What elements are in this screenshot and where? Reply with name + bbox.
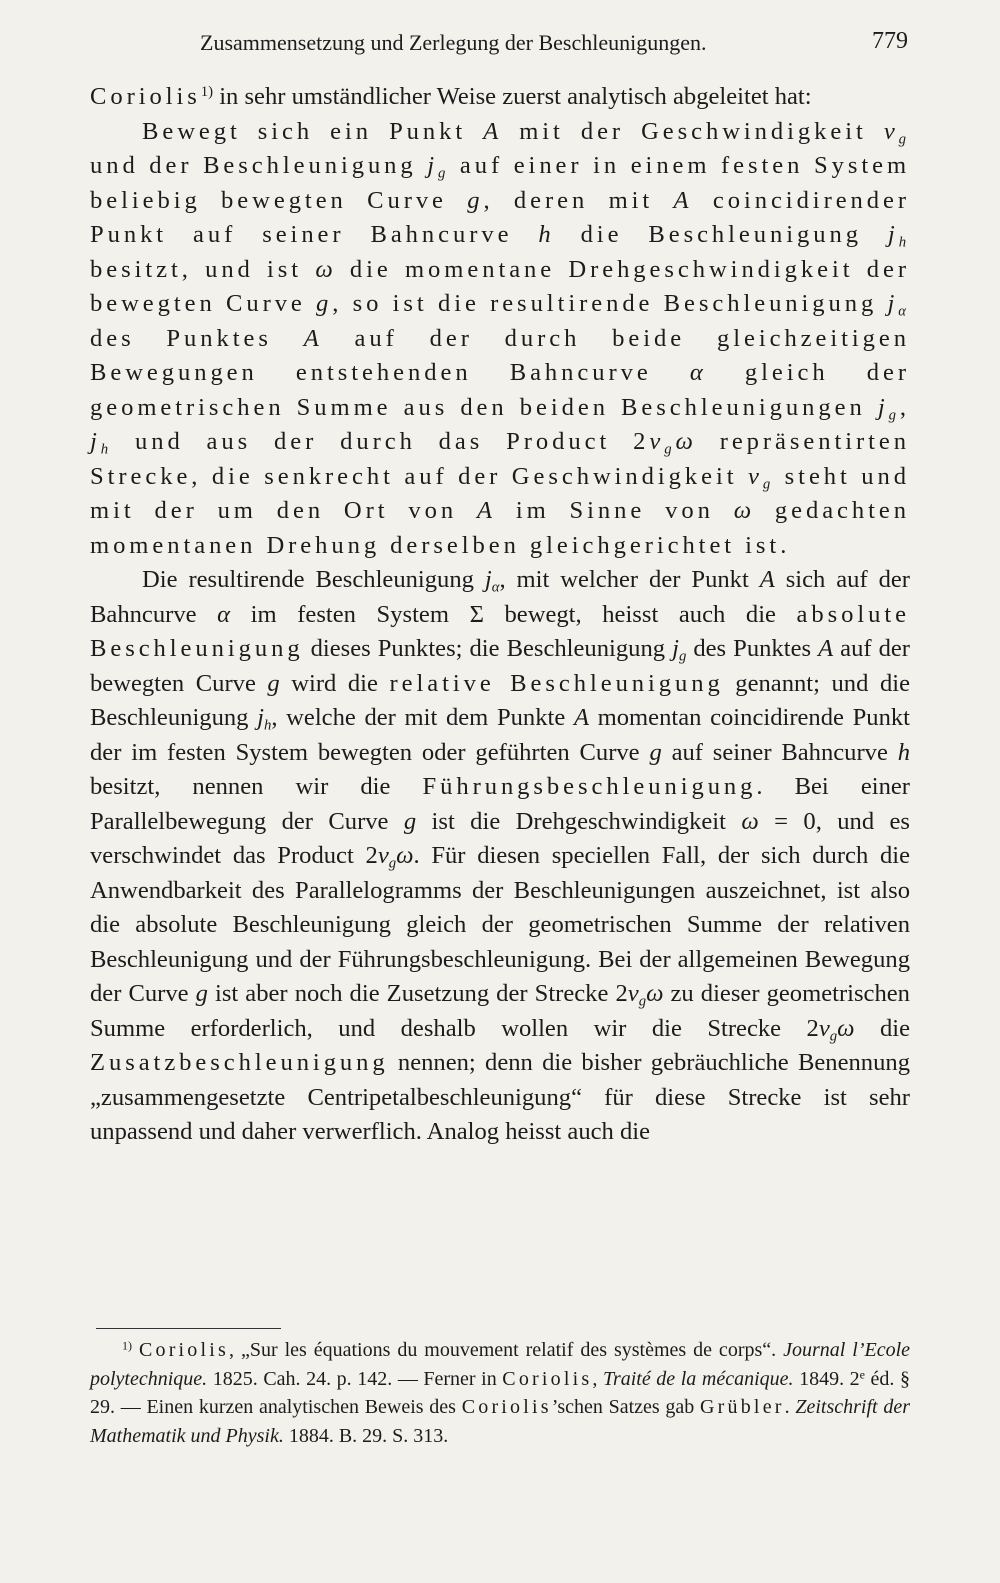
text-fragment: g bbox=[267, 669, 280, 697]
text-fragment: , bbox=[592, 1367, 603, 1390]
page-number: 779 bbox=[872, 28, 908, 54]
text-fragment: j bbox=[90, 428, 101, 455]
text-fragment: 2 bbox=[365, 842, 378, 869]
text-fragment: , welche der mit dem Punkte bbox=[271, 704, 574, 731]
text-fragment: und der Beschleunigung bbox=[90, 152, 428, 179]
text-fragment: v bbox=[883, 117, 899, 145]
text-fragment: . Bei einer Parallelbewegung der Curve bbox=[90, 773, 910, 835]
text-fragment: Bewegt sich ein Punkt bbox=[142, 117, 484, 145]
text-fragment: g bbox=[898, 130, 910, 147]
text-fragment: dieses Punktes; die Beschleunigung bbox=[303, 635, 673, 662]
text-fragment: g bbox=[195, 980, 208, 1007]
text-fragment: 2 bbox=[806, 1014, 819, 1042]
text-fragment: in sehr umständlicher Weise zuerst analytisch abgeleitet hat: bbox=[213, 83, 812, 110]
text-fragment: j bbox=[877, 393, 889, 421]
text-fragment: besitzt, und ist bbox=[90, 255, 316, 283]
text-fragment: sich auf der Bahncurve bbox=[90, 566, 910, 628]
book-title: Traité de la mécanique. bbox=[602, 1367, 794, 1390]
text-fragment: A bbox=[673, 186, 693, 214]
theorem-paragraph bbox=[90, 115, 910, 564]
text-fragment: j bbox=[887, 290, 899, 317]
text-fragment: v bbox=[748, 462, 763, 490]
text-fragment: des Punktes bbox=[686, 635, 819, 662]
text-fragment: die Beschleunigung bbox=[554, 221, 888, 248]
text-fragment: die momentane Drehgeschwindigkeit der bewegten Curve bbox=[90, 255, 910, 317]
text-fragment: des Punktes bbox=[90, 324, 304, 352]
text-fragment: = 0, und es verschwindet das Product bbox=[90, 807, 910, 869]
text-fragment: 1884. B. 29. S. 313. bbox=[283, 1424, 449, 1447]
text-fragment: ω bbox=[675, 428, 697, 455]
term-absolute: absolute Beschleunigung bbox=[90, 600, 910, 662]
text-fragment: ω bbox=[646, 980, 664, 1007]
term-zusatz: Zusatzbeschleunigung bbox=[90, 1049, 389, 1076]
text-fragment: α bbox=[491, 579, 500, 596]
text-fragment: j bbox=[257, 704, 264, 731]
text-fragment: auf seiner Bahncurve bbox=[661, 738, 898, 766]
text-fragment: g bbox=[762, 475, 775, 492]
text-fragment: ist die Drehgeschwindigkeit bbox=[416, 807, 742, 835]
footnote-ref[interactable]: 1) bbox=[200, 83, 214, 100]
text-fragment: 2 bbox=[615, 980, 628, 1007]
text-fragment: ω bbox=[837, 1014, 855, 1042]
text-fragment: und aus der durch das Product bbox=[112, 428, 634, 455]
text-fragment: A bbox=[818, 635, 834, 662]
paragraph-resultant bbox=[90, 563, 910, 1150]
text-fragment: A bbox=[483, 117, 503, 145]
text-fragment: v bbox=[377, 842, 389, 869]
term-fuehrung: Führungsbeschleunigung bbox=[422, 773, 757, 800]
text-fragment: , mit welcher der Punkt bbox=[499, 566, 760, 593]
text-fragment: ’schen Satzes gab bbox=[551, 1396, 701, 1418]
text-fragment: ω bbox=[741, 807, 759, 835]
running-title: Zusammensetzung und Zerlegung der Beschleunigungen. bbox=[200, 30, 707, 55]
text-fragment: α bbox=[689, 359, 707, 386]
text-fragment: g bbox=[467, 186, 484, 214]
text-fragment: ω bbox=[315, 255, 337, 283]
running-header bbox=[90, 22, 910, 62]
text-fragment: g bbox=[638, 993, 647, 1010]
text-fragment: , so ist die resultirende Beschleunigung bbox=[332, 290, 888, 317]
text-fragment: g bbox=[678, 648, 687, 665]
text-fragment: j bbox=[887, 221, 899, 248]
text-fragment: die bbox=[854, 1014, 910, 1042]
text-fragment: h bbox=[100, 441, 113, 458]
paragraph-intro bbox=[90, 80, 910, 115]
text-fragment: gedachten momentanen Drehung derselben gleichgerichtet ist. bbox=[90, 497, 910, 559]
journal-title: Journal l’Ecole polytechnique. bbox=[90, 1339, 911, 1390]
text-fragment: Coriolis bbox=[502, 1367, 593, 1390]
footnote-mark: 1) bbox=[122, 1338, 132, 1353]
text-fragment: auf einer in einem festen System beliebig bewegten Curve bbox=[90, 152, 911, 214]
text-fragment: mit der Geschwindigkeit bbox=[502, 117, 884, 145]
footnote-text bbox=[90, 1336, 910, 1450]
text-fragment: g bbox=[649, 738, 662, 766]
zeitschrift-title: Zeitschrift der Mathematik und Physik. bbox=[90, 1396, 910, 1447]
text-fragment: , bbox=[899, 393, 910, 421]
text-fragment: g bbox=[438, 165, 450, 182]
text-fragment: j bbox=[672, 635, 679, 662]
text-fragment: g bbox=[316, 290, 333, 317]
text-fragment: g bbox=[403, 807, 417, 835]
page-body bbox=[90, 80, 910, 1150]
text-fragment: α bbox=[898, 303, 910, 320]
text-fragment: éd. § 29. — Einen kurzen analytischen Beweis des bbox=[90, 1367, 911, 1418]
text-fragment: bewegt, heisst auch die bbox=[483, 600, 797, 628]
text-fragment: coincidirender Punkt auf seiner Bahncurve bbox=[90, 186, 910, 248]
text-fragment: im Sinne von bbox=[495, 497, 734, 524]
text-fragment: ω bbox=[733, 497, 756, 524]
text-fragment: ω bbox=[396, 842, 414, 869]
footnote bbox=[90, 1336, 910, 1450]
text-fragment: v bbox=[627, 980, 639, 1007]
text-fragment: ist aber noch die Zusetzung der Strecke bbox=[207, 980, 616, 1007]
text-fragment: A bbox=[476, 497, 496, 524]
text-fragment: A bbox=[759, 566, 775, 593]
text-fragment: g bbox=[829, 1027, 838, 1044]
text-fragment: im festen System bbox=[230, 600, 470, 628]
text-fragment: e bbox=[859, 1366, 865, 1381]
text-fragment: α bbox=[217, 600, 231, 628]
term-relative: relative Beschleunigung bbox=[389, 669, 724, 697]
text-fragment: . bbox=[784, 1396, 796, 1418]
text-fragment: Coriolis bbox=[461, 1396, 552, 1418]
text-fragment: momentan coincidirende Punkt der im festen System bewegten oder geführten Curve bbox=[90, 704, 910, 766]
text-fragment: zu dieser geometrischen Summe erforderlich, und deshalb wollen wir die Strecke bbox=[90, 980, 910, 1042]
text-fragment: v bbox=[818, 1014, 830, 1042]
text-fragment: h bbox=[898, 234, 910, 251]
text-fragment: , deren mit bbox=[483, 186, 674, 214]
text-fragment: besitzt, nennen wir die bbox=[90, 773, 423, 800]
text-fragment: g bbox=[664, 441, 676, 458]
text-fragment: 1849. 2 bbox=[793, 1367, 860, 1390]
text-fragment: Die resultirende Beschleunigung bbox=[142, 566, 485, 593]
text-fragment: A bbox=[573, 704, 589, 731]
text-fragment: 1825. Cah. 24. p. 142. — Ferner in bbox=[207, 1367, 503, 1390]
text-fragment: steht und mit der um den Ort von bbox=[90, 462, 910, 524]
text-fragment: g bbox=[888, 406, 900, 423]
text-fragment: auf der bewegten Curve bbox=[90, 635, 910, 697]
text-fragment: h bbox=[263, 717, 272, 734]
author-name: Coriolis bbox=[90, 83, 201, 110]
text-fragment: Grübler bbox=[700, 1396, 785, 1418]
footnote-rule bbox=[96, 1328, 281, 1329]
text-fragment: , „Sur les équations du mouvement relatif des systèmes de corps“. bbox=[229, 1339, 784, 1361]
text-fragment: wird die bbox=[279, 669, 390, 697]
text-fragment: Coriolis bbox=[138, 1339, 230, 1361]
text-fragment: gleich der geometrischen Summe aus den beiden Beschleunigungen bbox=[90, 359, 910, 421]
text-fragment: j bbox=[484, 566, 492, 593]
text-fragment: g bbox=[388, 855, 397, 872]
text-fragment: 2 bbox=[633, 428, 650, 455]
text-fragment: h bbox=[538, 221, 555, 248]
text-fragment: Σ bbox=[469, 600, 484, 628]
text-fragment: genannt; und die Beschleunigung bbox=[90, 669, 910, 731]
text-fragment: repräsentirten Strecke, die senkrecht auf der Geschwindigkeit bbox=[90, 428, 910, 490]
text-fragment: j bbox=[427, 152, 439, 179]
text-fragment: h bbox=[897, 738, 911, 766]
text-fragment: auf der durch beide gleichzeitigen Bewegungen entstehenden Bahncurve bbox=[90, 324, 911, 386]
text-fragment: A bbox=[303, 324, 323, 352]
text-fragment: . Für diesen speciellen Fall, der sich durch die Anwendbarkeit des Parallelogramms der Beschleunigungen auszeichnet, ist also die absolute Beschleunigung gleich der geometrischen Summe der relativen Beschleunigung und der Führungsbeschleunigung. Bei der allgemeinen Bewegung der Curve bbox=[90, 842, 910, 1007]
text-fragment: nennen; denn die bisher gebräuchliche Benennung „zusammengesetzte Centripetalbeschleunigung“ für diese Strecke ist sehr unpassend und daher verwerflich. Analog heisst auch die bbox=[90, 1049, 910, 1145]
text-fragment: v bbox=[649, 428, 665, 455]
